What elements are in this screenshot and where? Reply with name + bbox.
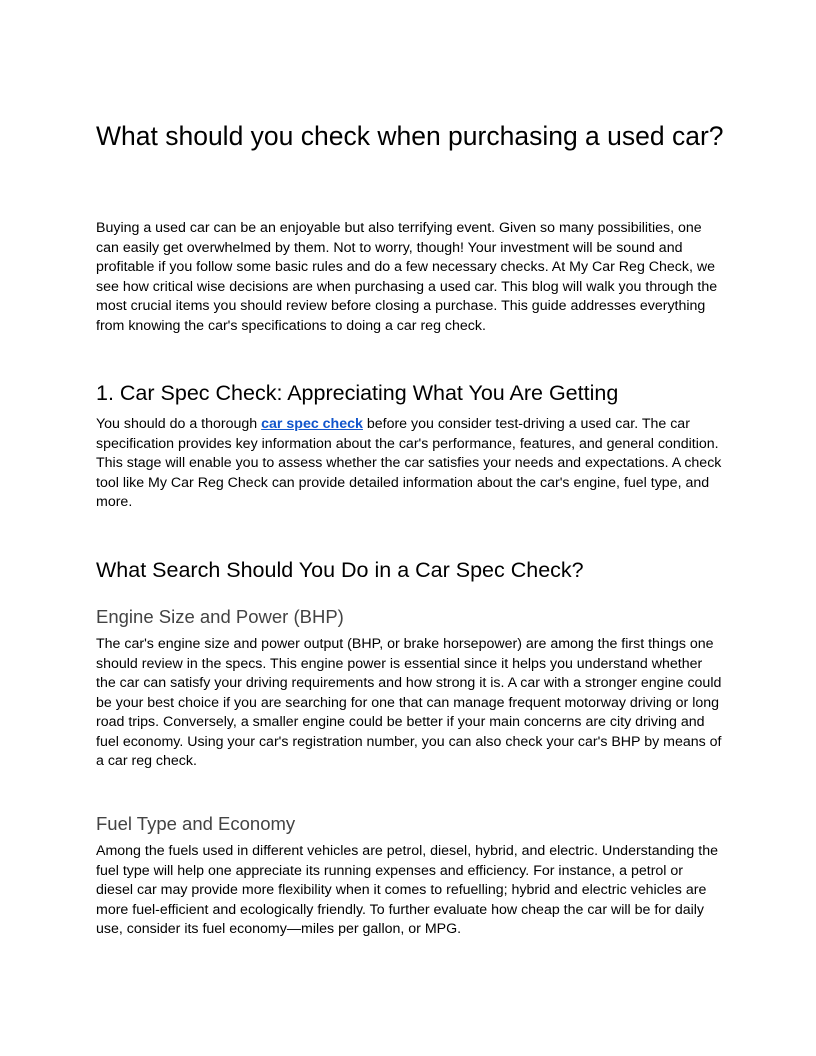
car-spec-check-link[interactable]: car spec check xyxy=(261,416,363,432)
engine-paragraph: The car's engine size and power output (BHP, or brake horsepower) are among the first things one should review in the specs. This engine power is essential since it helps you understand whether the car can satisfy your driving requirements and how strong it is. A car with a stronger engine could be your best choice if you are searching for one that can manage frequent motorway driving or long road trips. Conversely, a smaller engine could be better if your main concerns are city driving and fuel economy. Using your car's registration number, you can also check your car's BHP by means of a car reg check. xyxy=(96,636,722,769)
section1-heading: 1. Car Spec Check: Appreciating What You Are Getting xyxy=(96,381,619,405)
section1-paragraph xyxy=(96,415,724,513)
section1-text-after-link: before you consider test-driving a used car. The car specification provides key information about the car's performance, features, and general condition. This stage will enable you to assess whether the car satisfies your needs and expectations. A check tool like My Car Reg Check can provide detailed information about the car's engine, fuel type, and more. xyxy=(96,416,722,510)
section1-text-before-link: You should do a thorough xyxy=(96,416,262,432)
fuel-subheading: Fuel Type and Economy xyxy=(96,813,296,834)
document-title: What should you check when purchasing a used car? xyxy=(96,121,724,151)
intro-paragraph: Buying a used car can be an enjoyable but also terrifying event. Given so many possibilities, one can easily get overwhelmed by them. Not to worry, though! Your investment will be sound and profitable if you follow some basic rules and do a few necessary checks. At My Car Reg Check, we see how critical wise decisions are when purchasing a used car. This blog will walk you through the most crucial items you should review before closing a purchase. This guide addresses everything from knowing the car's specifications to doing a car reg check. xyxy=(96,220,718,334)
fuel-paragraph: Among the fuels used in different vehicles are petrol, diesel, hybrid, and electric. Understanding the fuel type will help one appreciate its running expenses and efficiency. For instance, a petrol or diesel car may provide more flexibility when it comes to refuelling; hybrid and electric vehicles are more fuel-efficient and ecologically friendly. To further evaluate how cheap the car will be for daily use, consider its fuel economy—miles per gallon, or MPG. xyxy=(96,843,718,937)
engine-subheading: Engine Size and Power (BHP) xyxy=(96,606,344,627)
section2-heading: What Search Should You Do in a Car Spec Check? xyxy=(96,558,584,582)
